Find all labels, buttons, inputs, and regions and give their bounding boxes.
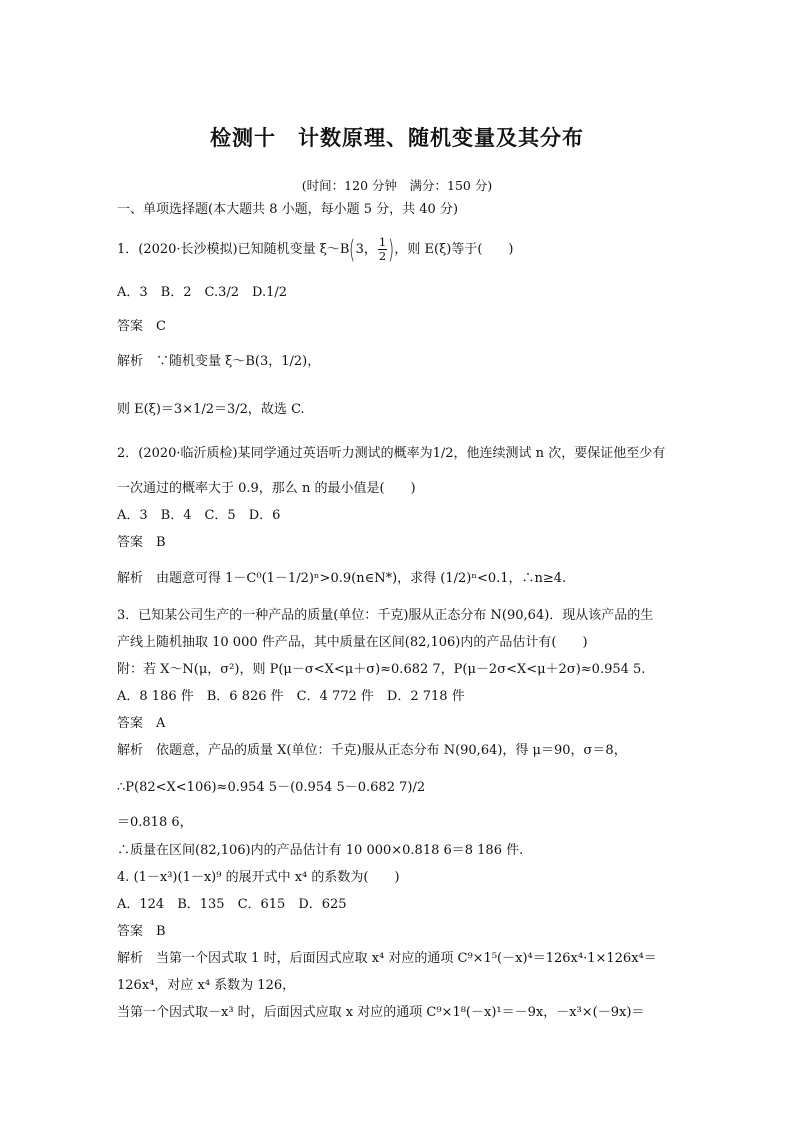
analysis-text: 当第一个因式取 1 时，后面因式应取 x⁴ 对应的通项 C⁹×1⁵(－x)⁴＝126x⁴·1×126x⁴＝ [156, 951, 657, 966]
question-3-stem-1: 3．已知某公司生产的一种产品的质量(单位：千克)服从正态分布 N(90,64)．现从该产品的生 [117, 608, 654, 623]
question-3-analysis-3: ＝0.818 6， [117, 815, 193, 830]
analysis-label: 解析 [117, 354, 144, 369]
question-2-answer [117, 535, 166, 551]
page-title: 检测十 计数原理、随机变量及其分布 [210, 126, 584, 150]
answer-label: 答案 [117, 924, 144, 939]
question-1-options: A．3 B．2 C.3/2 D.1/2 [117, 285, 288, 300]
question-3-options: A．8 186 件 B．6 826 件 C．4 772 件 D．2 718 件 [117, 689, 465, 704]
answer-value: B [156, 924, 166, 939]
question-3-note: 附：若 X～N(μ，σ²)，则 P(μ－σ<X<μ＋σ)≈0.682 7，P(μ－2σ<X<μ＋2σ)≈0.954 5. [117, 662, 646, 677]
answer-label: 答案 [117, 535, 144, 550]
question-1-analysis-1 [117, 354, 320, 370]
question-3-analysis-2: ∴P(82<X<106)≈0.954 5－(0.954 5－0.682 7)/2 [117, 780, 426, 795]
answer-value: B [156, 535, 166, 550]
answer-label: 答案 [117, 319, 144, 334]
analysis-text: ∵随机变量 ξ～B(3，1/2)， [156, 354, 321, 369]
question-2-options: A．3 B．4 C．5 D．6 [117, 508, 281, 523]
question-4-stem: 4. (1－x³)(1－x)⁹ 的展开式中 x⁴ 的系数为( ) [117, 870, 400, 885]
question-2-stem-1: 2．(2020·临沂质检)某同学通过英语听力测试的概率为1/2，他连续测试 n 次，要保证他至少有 [117, 446, 666, 461]
question-4-analysis-3: 当第一个因式取－x³ 时，后面因式应取 x 对应的通项 C⁹×1⁸(－x)¹＝－9x，－x³×(－9x)＝ [117, 1005, 645, 1020]
left-paren: ( [349, 234, 356, 265]
question-3-answer [117, 716, 165, 732]
q1-frac-num: 1 [378, 235, 387, 249]
analysis-text: 依题意，产品的质量 X(单位：千克)服从正态分布 N(90,64)，得 μ＝90，σ＝8， [156, 743, 627, 758]
q1-fraction [378, 236, 387, 263]
question-1-answer [117, 319, 166, 335]
question-2-stem-2: 一次通过的概率大于 0.9，那么 n 的最小值是( ) [117, 481, 416, 496]
q1-stem-a: 1．(2020·长沙模拟)已知随机变量 ξ～B [117, 242, 350, 257]
section-heading: 一、单项选择题(本大题共 8 小题，每小题 5 分，共 40 分) [117, 202, 459, 217]
question-4-analysis-1 [117, 951, 657, 967]
q1-frac-den: 2 [378, 249, 387, 263]
analysis-label: 解析 [117, 743, 144, 758]
question-3-analysis-1 [117, 743, 627, 759]
question-3-stem-2: 产线上随机抽取 10 000 件产品，其中质量在区间(82,106)内的产品估计有( ) [117, 635, 588, 650]
question-4-answer [117, 924, 166, 940]
answer-value: C [156, 319, 166, 334]
page-subtitle: (时间：120 分钟 满分：150 分) [301, 178, 493, 193]
question-1-analysis-2: 则 E(ξ)＝3×1/2＝3/2，故选 C. [117, 402, 305, 417]
question-2-analysis [117, 571, 566, 587]
right-paren: ) [388, 234, 395, 265]
analysis-text: 由题意可得 1－C⁰(1－1/2)ⁿ>0.9(n∈N*)，求得 (1/2)ⁿ<0.1，∴n≥4. [156, 571, 567, 586]
question-1-stem [117, 236, 513, 263]
question-4-analysis-2: 126x⁴，对应 x⁴ 系数为 126， [117, 978, 296, 993]
answer-label: 答案 [117, 716, 144, 731]
analysis-label: 解析 [117, 571, 144, 586]
question-4-options: A．124 B．135 C．615 D．625 [117, 897, 347, 912]
q1-stem-b: ，则 E(ξ)等于( ) [394, 242, 514, 257]
answer-value: A [156, 716, 166, 731]
analysis-label: 解析 [117, 951, 144, 966]
q1-param-n: 3， [355, 242, 377, 257]
question-3-analysis-4: ∴质量在区间(82,106)内的产品估计有 10 000×0.818 6＝8 186 件. [117, 843, 524, 858]
